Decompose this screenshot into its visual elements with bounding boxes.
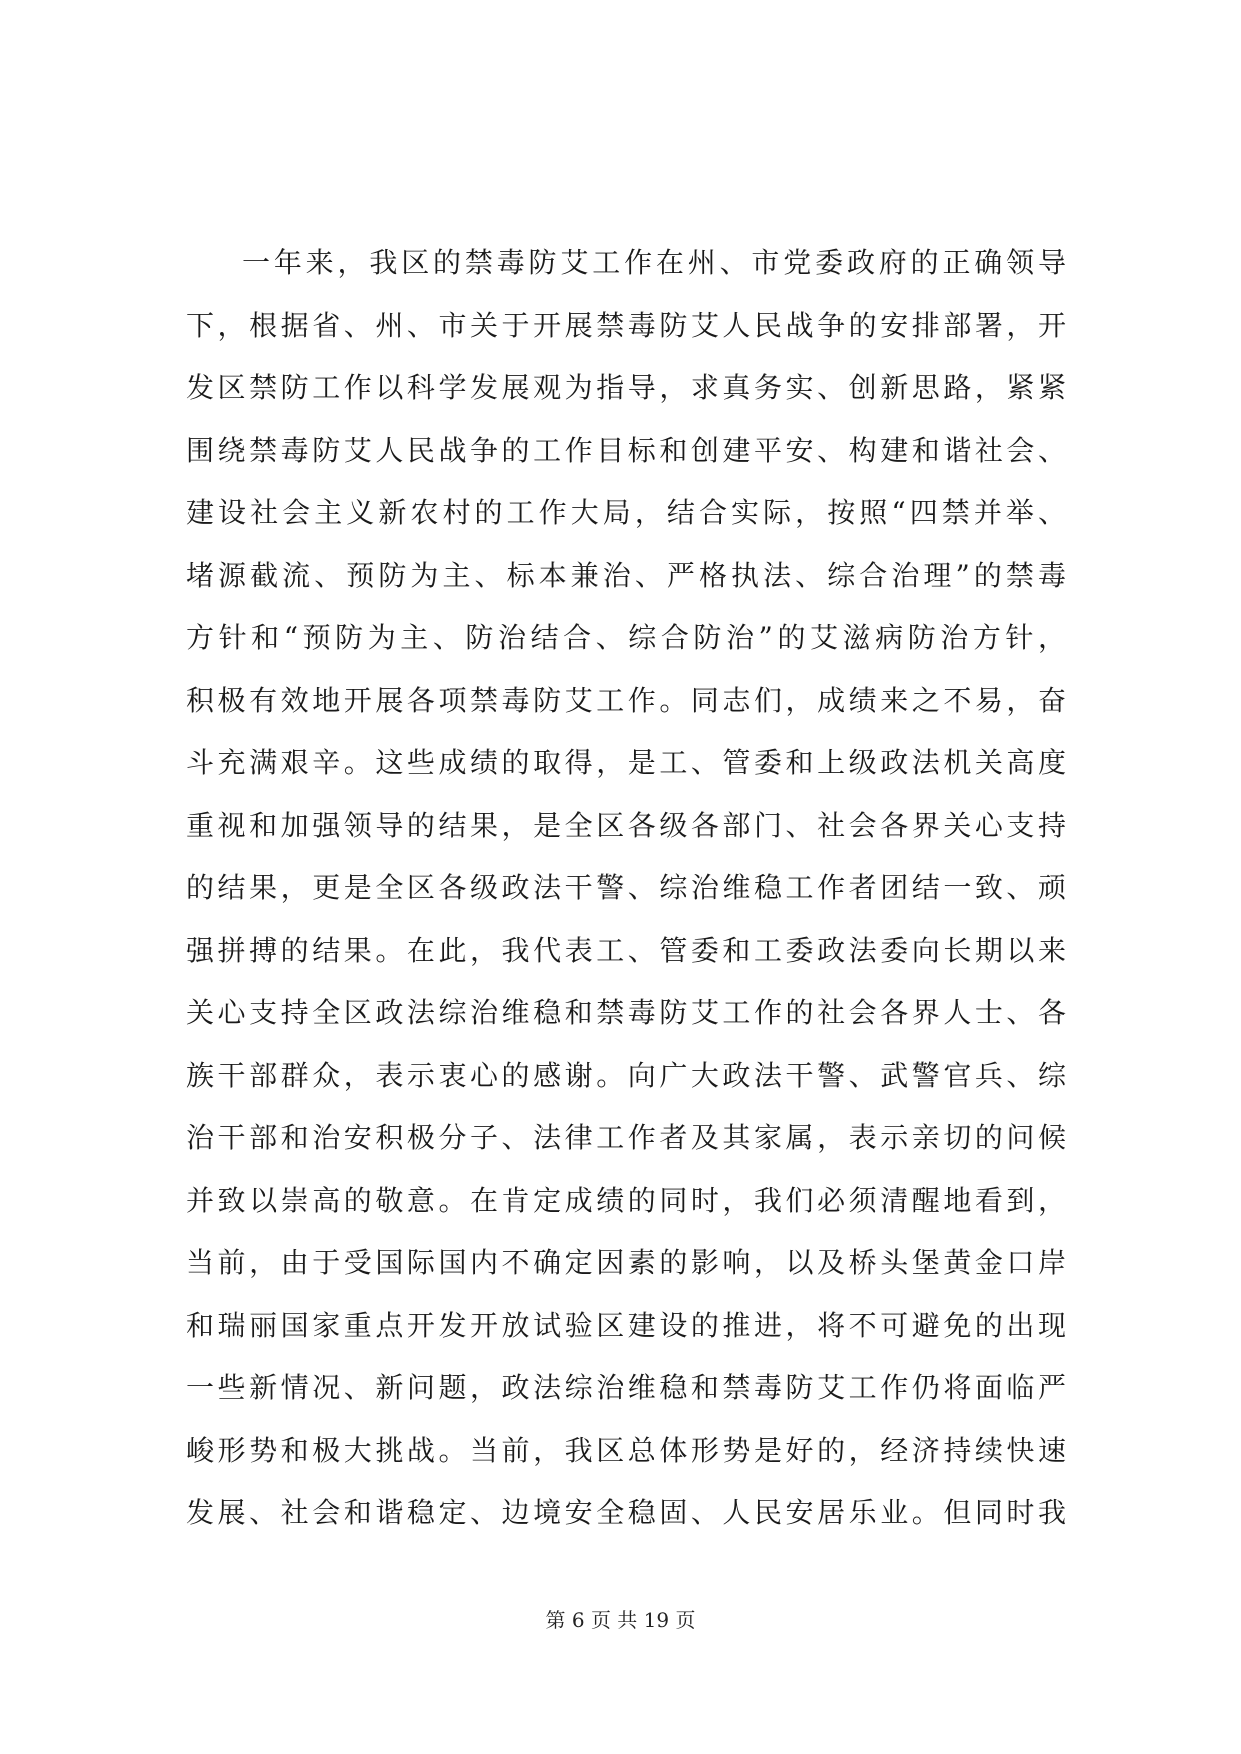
text-line: 发展、社会和谐稳定、边境安全稳固、人民安居乐业。但同时我 [186,1496,1066,1529]
text-line: 建设社会主义新农村的工作大局，结合实际，按照“四禁并举、 [186,496,1066,529]
text-line: 当前，由于受国际国内不确定因素的影响，以及桥头堡黄金口岸 [186,1246,1066,1279]
text-line: 重视和加强领导的结果，是全区各级各部门、社会各界关心支持 [186,808,1066,842]
text-line: 方针和“预防为主、防治结合、综合防治”的艾滋病防治方针， [186,621,1066,654]
text-line: 并致以崇高的敬意。在肯定成绩的同时，我们必须清醒地看到， [186,1183,1066,1217]
text-line: 斗充满艰辛。这些成绩的取得，是工、管委和上级政法机关高度 [186,746,1066,779]
text-line: 一年来，我区的禁毒防艾工作在州、市党委政府的正确领导 [242,246,1066,279]
text-line: 强拼搏的结果。在此，我代表工、管委和工委政法委向长期以来 [186,933,1066,967]
text-line: 峻形势和极大挑战。当前，我区总体形势是好的，经济持续快速 [186,1433,1066,1467]
page-number-footer: 第 6 页 共 19 页 [545,1608,696,1632]
text-line: 和瑞丽国家重点开发开放试验区建设的推进，将不可避免的出现 [186,1308,1066,1342]
text-line: 堵源截流、预防为主、标本兼治、严格执法、综合治理”的禁毒 [186,558,1066,592]
text-line: 一些新情况、新问题，政法综治维稳和禁毒防艾工作仍将面临严 [186,1371,1066,1404]
text-line: 围绕禁毒防艾人民战争的工作目标和创建平安、构建和谐社会、 [186,433,1066,467]
text-line: 积极有效地开展各项禁毒防艾工作。同志们，成绩来之不易，奋 [186,683,1066,717]
text-line: 的结果，更是全区各级政法干警、综治维稳工作者团结一致、顽 [186,871,1066,904]
text-line: 发区禁防工作以科学发展观为指导，求真务实、创新思路，紧紧 [186,371,1066,404]
body-paragraph [186,232,1066,1545]
text-line: 治干部和治安积极分子、法律工作者及其家属，表示亲切的问候 [186,1121,1066,1154]
text-line: 族干部群众，表示衷心的感谢。向广大政法干警、武警官兵、综 [186,1058,1066,1092]
text-line: 下，根据省、州、市关于开展禁毒防艾人民战争的安排部署，开 [186,308,1066,342]
text-line: 关心支持全区政法综治维稳和禁毒防艾工作的社会各界人士、各 [186,996,1066,1029]
